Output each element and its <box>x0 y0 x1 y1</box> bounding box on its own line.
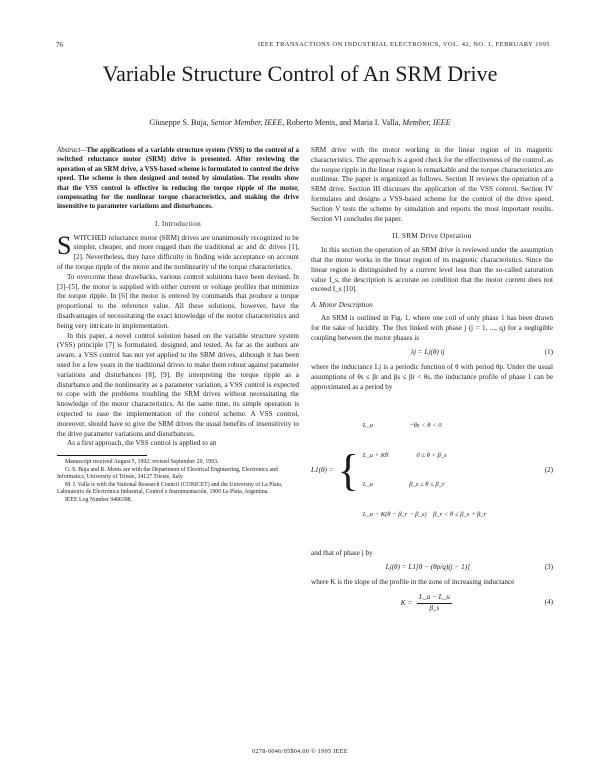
intro-paragraph-2: To overcome these drawbacks, various control solutions have been devised. In [3]–[5], the motor is supplied with either current or voltage profiles that minimize the torque ripple. In [6] the motor is entered by commands that produce a torque proportional to the reference value. All these solutions, however, have the disadvantages of necessitating the exact knowledge of the motor characteristics and being very intricate in implementation. <box>57 272 299 330</box>
right-paragraph-4: where the inductance Lj is a periodic function of θ with period θp. Under the usual assumptions of θs ≤ βr and βs ≤ βr < θs, the inductance profile of phase 1 can be approximated as a period by <box>311 363 553 391</box>
footnote-line: G. S. Buja and R. Menis are with the Department of Electrical Engineering, Electronics and Informatics, University of Trieste, 34127 Trieste, Italy. <box>57 466 278 481</box>
right-paragraph-5: and that of phase j by <box>311 548 373 557</box>
right-paragraph-2: In this section the operation of an SRM drive is reviewed under the assumption that the motor works in the linear region of its magnetic characteristics. Since the linear region is distinguished by a current level less than the so-called saturation value I_s, the description is accurate on condition that the motor current does not exceed I_s [10]. <box>311 246 553 294</box>
author-name-1: Giuseppe S. Buja, <box>149 118 209 127</box>
equation-3 <box>311 563 553 573</box>
brace-symbol: { <box>337 445 359 495</box>
equation-2-case: L_a β_s ≤ θ ≤ β_r <box>362 481 445 489</box>
footnote-line: IEEE Log Number 9406398. <box>65 496 132 503</box>
running-head: IEEE TRANSACTIONS ON INDUSTRIAL ELECTRONICS, VOL. 42, NO. 1, FEBRUARY 1995 <box>257 41 550 48</box>
equation-1-body: λj = Lj(θ) ij <box>410 348 445 357</box>
drop-cap: S <box>57 230 72 260</box>
equation-3-number: (3) <box>544 563 553 572</box>
equation-2-cases <box>363 402 487 540</box>
right-paragraph-6: where K is the slope of the profile in the zone of increasing inductance <box>311 578 515 587</box>
footnote-rule <box>57 455 147 456</box>
left-column <box>57 146 299 504</box>
abstract-text: The applications of a variable structure system (VSS) to the control of a switched reluctance motor (SRM) drive is presented. After reviewing the operation of an SRM drive, a VSS-based scheme is formulated to control the drive speed. The scheme is then designed and tested by simulation. The results show that the VSS control is effective in reducing the torque ripple of the motor, compensating for the nonlinear torque characteristics, and making the drive insensitive to parameter variations and disturbances. <box>57 147 299 211</box>
equation-2-case: L_a − K(θ − β_r − β_s) β_r < θ ≤ β_s + β_r <box>362 510 487 518</box>
equation-3-body: Lj(θ) = L1[θ − (θp/q)(j − 1)] <box>385 563 470 572</box>
intro-paragraph-3: In this paper, a novel control solution based on the variable structure system (VSS) principle [7] is formulated, designed, and tested. As far as the authors are aware, a VSS control has not yet applied to the SRM drives, although it has been used for a few years in the traditional drives to make them robust against parameter variations and disturbances [8], [9]. By interpreting the torque ripple as a disturbance and the nonlinearity as a parameter variation, a VSS control is expected to cope with the problems troubling the SRM drives without necessitating the knowledge of the motor characteristics. At the same time, its simple operation is expected to ease the implementation of the control scheme. A VSS control, moreover, should have to give the SRM drives the usual benefits of insensitivity to the drive parameter variations and disturbances. <box>57 331 299 438</box>
intro-paragraph-1 <box>57 230 299 273</box>
equation-2-case: L_u + Kθ 0 ≤ θ < β_s <box>362 451 447 459</box>
equation-4 <box>311 593 553 614</box>
equation-2-body <box>311 402 486 540</box>
equation-2-case: L_u −θz < θ < 0 <box>362 422 442 430</box>
equation-1-number: (1) <box>544 348 553 357</box>
author-role-2: Member, IEEE <box>402 118 451 127</box>
footnote-line: Manuscript received August 5, 1992; revised September 20, 1993. <box>65 459 219 466</box>
abstract-label: Abstract— <box>57 147 87 154</box>
subsection-heading-motor-description: A. Motor Description <box>311 301 373 310</box>
equation-2-lhs: L1(θ) = <box>311 465 334 474</box>
section-heading-introduction: I. Introduction <box>154 219 202 228</box>
copyright-code: 0278-0046/95$04.00 © 1995 IEEE <box>252 748 348 755</box>
equation-4-number: (4) <box>544 598 553 607</box>
author-line <box>40 118 560 127</box>
equation-2-number: (2) <box>544 465 553 474</box>
right-paragraph-3: An SRM is outlined in Fig. 1, where one coil of only phase 1 has been drawn for the sake of lucidity. The flux linked with phase j (j = 1, ..., q) for a negligible coupling between the motor phases is <box>311 313 553 342</box>
author-name-2: Roberto Menis, and Maria I. Valla, <box>286 118 401 127</box>
fraction-numerator: L_a − L_u <box>417 593 452 604</box>
footnote <box>57 459 299 504</box>
right-column <box>311 146 553 618</box>
section-heading-srm-drive-operation: II. SRM Drive Operation <box>392 232 472 241</box>
paper-title: Variable Structure Control of An SRM Drive <box>102 61 498 86</box>
footnote-line: M. I. Valla is with the National Research Council (CONICET) and the University of La Plata, Laboratorio de Electrónica Industrial, Control e Instrumentación, 1900 La Plata, Argentina. <box>57 481 283 496</box>
intro-paragraph-1-text: WITCHED reluctance motor (SRM) drives are unanimously recognized to be simpler, cheaper, and more rugged than the traditional ac and dc drives [1], [2]. Nevertheless, they have difficulty in finding wide acceptance on account of the torque ripple of the motor and the nonlinearity of the torque characteristics. <box>57 233 299 272</box>
page-number: 76 <box>56 41 63 49</box>
equation-1 <box>311 348 553 358</box>
author-role-1: Senior Member, IEEE, <box>210 118 285 127</box>
abstract <box>57 146 299 212</box>
right-paragraph-1: SRM drive with the motor working in the linear region of its magnetic characteristics. The approach is a good check for the effectiveness of the control, as the torque ripple in the linear region is remarkable and the torque characteristics are nonlinear. The paper is organized as follows. Section II reviews the operation of a SRM drive. Section III discusses the application of the VSS control. Section IV formulates and designs a VSS-based scheme for the control of the drive speed. Section V tests the scheme by simulation and reports the most important results. Section VI concludes the paper. <box>311 146 553 223</box>
equation-2 <box>311 398 553 544</box>
intro-paragraph-4: As a first approach, the VSS control is applied to an <box>67 439 217 448</box>
fraction-denominator: β_s <box>429 603 440 612</box>
equation-4-body <box>311 593 545 614</box>
equation-4-lhs: K = <box>400 598 413 607</box>
fraction <box>417 593 452 614</box>
